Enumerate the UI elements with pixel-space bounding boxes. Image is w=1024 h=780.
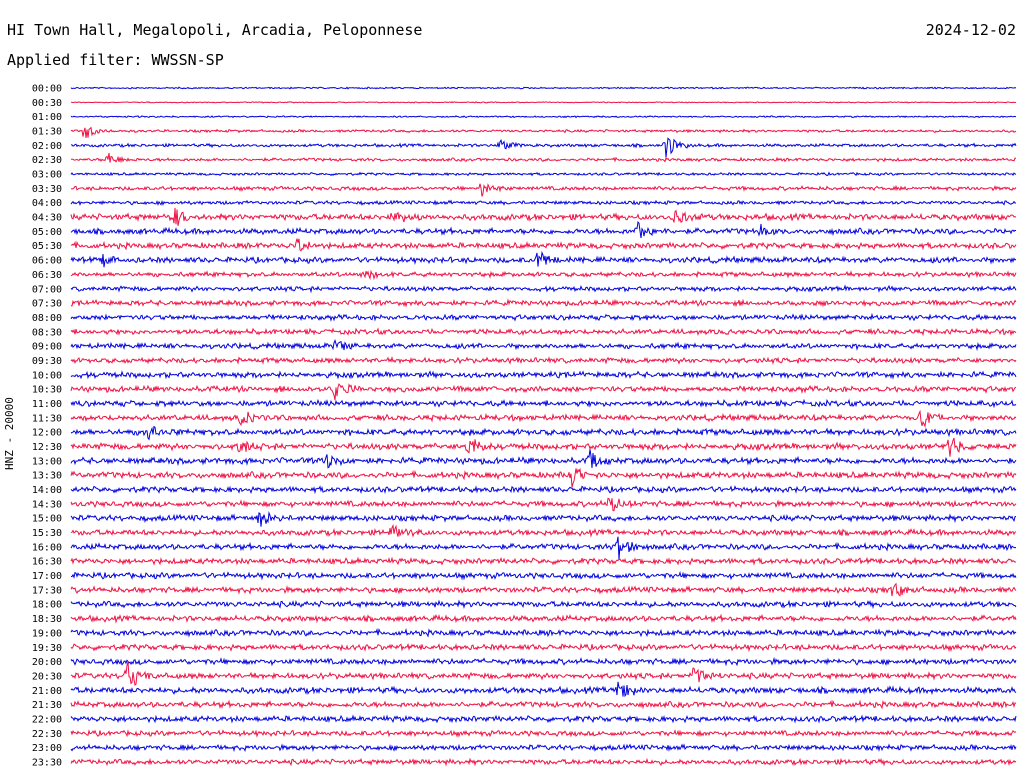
trace-line [71, 759, 1016, 765]
row-time-label: 03:30 [31, 183, 62, 195]
trace-line [71, 449, 1016, 468]
trace-line [71, 116, 1016, 118]
trace-line [71, 138, 1016, 157]
trace-line [71, 731, 1016, 737]
trace-line [71, 644, 1016, 650]
row-time-label: 21:30 [31, 700, 62, 712]
trace-line [71, 716, 1016, 722]
row-time-label: 09:00 [31, 341, 62, 353]
trace-line [71, 222, 1016, 238]
trace-line [71, 615, 1016, 621]
trace-line [71, 427, 1016, 440]
row-time-label: 07:30 [31, 298, 62, 310]
trace-line [71, 239, 1016, 251]
row-time-label: 08:30 [31, 327, 62, 339]
row-time-label: 12:30 [31, 442, 62, 453]
row-time-label: 09:30 [31, 355, 62, 367]
row-time-label: 13:30 [31, 470, 62, 482]
row-time-label: 02:00 [31, 140, 62, 152]
row-time-label: 13:00 [31, 456, 62, 468]
row-time-label: 02:30 [31, 155, 62, 167]
row-time-label: 00:30 [31, 97, 62, 109]
trace-line [71, 128, 1016, 138]
row-time-label: 04:30 [31, 212, 62, 224]
trace-line [71, 412, 1016, 427]
row-time-label: 05:00 [31, 226, 62, 238]
row-time-label: 18:30 [31, 614, 62, 626]
trace-line [71, 573, 1016, 579]
trace-line [71, 300, 1016, 306]
y-axis-label: HNZ - 20000 [3, 397, 16, 470]
row-time-label: 08:00 [31, 312, 62, 324]
trace-line [71, 102, 1016, 103]
trace-line [71, 271, 1016, 278]
trace-line [71, 315, 1016, 321]
row-time-label: 06:00 [31, 255, 62, 267]
trace-line [71, 286, 1016, 291]
trace-line [71, 184, 1016, 197]
trace-line [71, 537, 1016, 560]
trace-line [71, 341, 1016, 351]
filter-label: Applied filter: WWSSN-SP [7, 51, 224, 69]
trace-line [71, 153, 1016, 163]
row-time-label: 20:30 [31, 671, 62, 683]
row-time-label: 23:30 [31, 757, 62, 769]
row-time-label: 14:30 [31, 499, 62, 511]
trace-line [71, 208, 1016, 226]
trace-line [71, 498, 1016, 510]
trace-line [71, 329, 1016, 335]
row-time-label: 01:30 [31, 126, 62, 138]
trace-line [71, 558, 1016, 564]
row-time-label: 11:30 [31, 413, 62, 425]
trace-line [71, 201, 1016, 205]
row-time-label: 23:00 [31, 743, 62, 755]
row-time-label: 12:00 [31, 427, 62, 439]
row-time-label: 22:30 [31, 728, 62, 740]
trace-line [71, 372, 1016, 378]
row-time-label: 17:30 [31, 585, 62, 597]
row-time-label: 06:30 [31, 269, 62, 281]
trace-line [71, 384, 1016, 400]
row-time-label: 22:00 [31, 714, 62, 726]
trace-line [71, 701, 1016, 707]
trace-line [71, 173, 1016, 176]
row-time-label: 21:00 [31, 685, 62, 697]
row-time-label: 01:00 [31, 112, 62, 124]
trace-line [71, 400, 1016, 406]
trace-line [71, 584, 1016, 596]
trace-line [71, 682, 1016, 697]
trace-line [71, 601, 1016, 607]
trace-line [71, 662, 1016, 685]
trace-line [71, 659, 1016, 665]
row-time-label: 03:00 [31, 169, 62, 181]
date-label: 2024-12-02 [925, 21, 1016, 39]
station-title: HI Town Hall, Megalopoli, Arcadia, Peloponnese [7, 21, 423, 39]
row-time-label: 05:30 [31, 241, 62, 253]
trace-line [71, 513, 1016, 527]
row-time-label: 19:30 [31, 642, 62, 654]
trace-line [71, 358, 1016, 364]
trace-line [71, 526, 1016, 537]
row-time-label: 10:30 [31, 384, 62, 396]
trace-line [71, 87, 1016, 89]
row-time-label: 18:00 [31, 599, 62, 611]
trace-line [71, 630, 1016, 636]
row-time-label: 11:00 [31, 398, 62, 410]
row-time-label: 04:00 [31, 198, 62, 210]
row-time-label: 15:30 [31, 528, 62, 540]
row-time-label: 16:00 [31, 542, 62, 554]
trace-line [71, 253, 1016, 268]
row-time-label: 10:00 [31, 370, 62, 382]
trace-line [71, 745, 1016, 751]
row-time-label: 14:00 [31, 485, 62, 497]
trace-line [71, 438, 1016, 457]
trace-line [71, 468, 1016, 487]
row-time-label: 07:00 [31, 284, 62, 296]
row-time-label: 17:00 [31, 571, 62, 583]
row-time-label: 20:00 [31, 657, 62, 669]
row-time-label: 19:00 [31, 628, 62, 640]
trace-line [71, 486, 1016, 492]
row-time-label: 00:00 [31, 83, 62, 95]
row-time-label: 16:30 [31, 556, 62, 568]
row-time-label: 15:00 [31, 513, 62, 525]
